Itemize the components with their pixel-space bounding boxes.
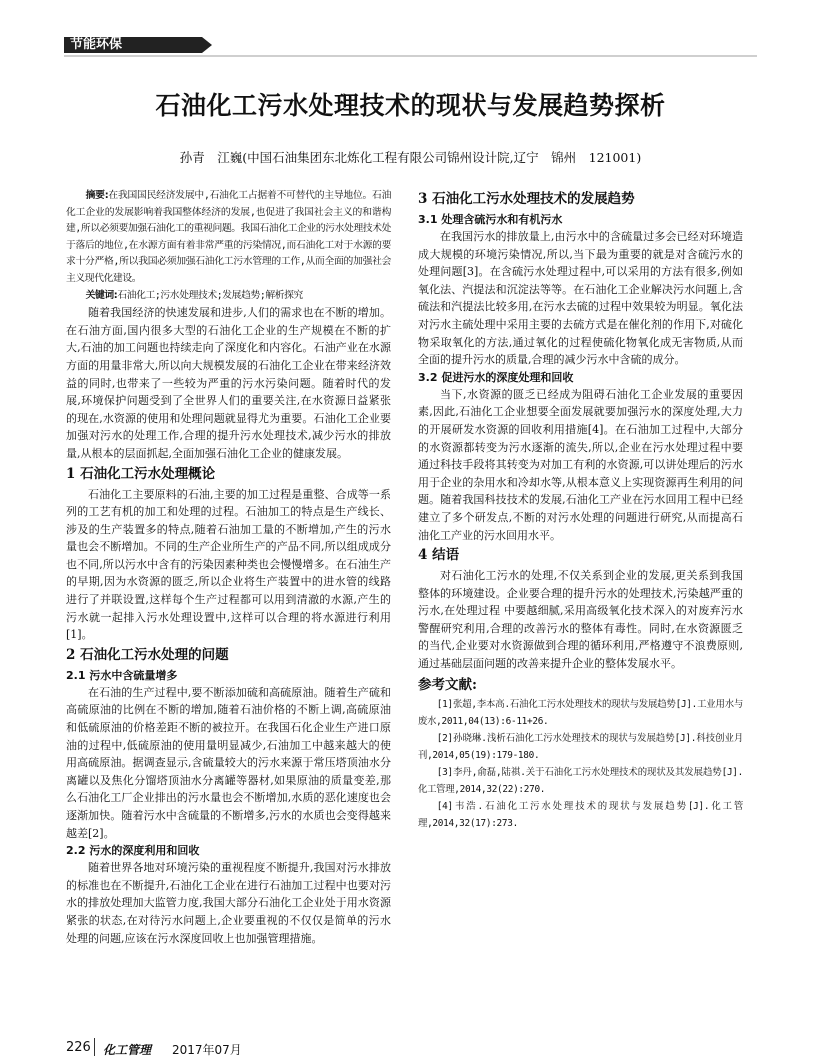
section3-1-heading: 3.1 处理含硫污水和有机污水: [418, 213, 563, 226]
abstract-text: 在我国国民经济发展中,石油化工占据着不可替代的主导地位。石油化工企业的发展影响着我国整体经济的发展,也促进了我国社会主义的和谐构建,所以必须要加强石油化工的重视问题。我国石油化工企业的污水处理技术处于落后的地位,在水源方面有着非常严重的污染情况,而石油化工对于水源的要求十分严格,所以我国必须加强石油化工污水管理的工作,从而全面的加强社会主义现代化建设。: [66, 190, 392, 284]
section3-2-heading: 3.2 促进污水的深度处理和回收: [418, 370, 574, 384]
section2-2-heading: 2.2 污水的深度利用和回收: [66, 844, 200, 858]
reference-item: [2]孙晓琳.浅析石油化工污水处理技术的现状与发展趋势[J].科技创业月刊,2014,05(19):179-180.: [418, 732, 743, 761]
reference-item: [4]韦浩.石油化工污水处理技术的现状与发展趋势[J].化工管理,2014,32(17):273.: [418, 800, 743, 829]
header-divider: [64, 55, 757, 57]
keywords-label: 关键词:: [85, 289, 118, 301]
left-column: [66, 188, 391, 947]
keywords-text: 石油化工;污水处理技术;发展趋势;解析探究: [117, 289, 303, 301]
section2-1-paragraph: 在石油的生产过程中,要不断添加硫和高硫原油。随着生产硫和高硫原油的比例在不断的增加,随着石油价格的不断上调,高硫原油和低硫原油的价格差距不断的被拉开。在我国石化企业生产进口原油的过程中,低硫原油的使用量明显减少,石油加工中越来越大的使用高硫原油。据调查显示,含硫量较大的污水来源于常压塔顶油水分离罐以及焦化分馏塔顶油水分离罐等器材,如果原油的质量变差,那么石油化工厂企业排出的污水量也会不断增加,水质的恶化速度也会逐渐加快。随着污水中含硫量的不断增多,污水的水质也会变得越来越差[2]。: [66, 685, 391, 840]
abstract: [66, 188, 391, 288]
section3-heading: 3 石油化工污水处理技术的发展趋势: [418, 191, 635, 207]
section4-heading: 4 结语: [418, 547, 460, 564]
intro-paragraph: 随着我国经济的快速发展和进步,人们的需求也在不断的增加。在石油方面,国内很多大型的石油化工企业的生产规模在不断的扩大,石油的加工问题也持续走向了深度化和内容化。石油产业在水源方面的用量非常大,所以向大规模发展的石油化工企业在带来经济效益的同时,也带来了一些较为严重的污水污染问题。随着时代的发展,环境保护问题受到了全世界人们的重要关注,在水资源日益紧张的现在,水资源的使用和处理问题就显得尤为重要。石油化工企业要加强对污水的处理工作,合理的提升污水处理技术,减少污水的排放量,从根本的层面抓起,全面加强石油化工企业的健康发展。: [66, 306, 391, 460]
issue-date: 2017年07月: [172, 1043, 242, 1057]
reference-item: [3]李丹,俞磊,陆祺.关于石油化工污水处理技术的现状及其发展趋势[J].化工管理,2014,32(22):270.: [418, 766, 743, 795]
references-title: 参考文献:: [418, 676, 477, 693]
section4-paragraph: 对石油化工污水的处理,不仅关系到企业的发展,更关系到我国整体的环境建设。企业要合理的提升污水的处理技术,污染越严重的污水,在处理过程 中要越细腻,采用高级氧化技术深入的对废弃污水警醒研究利用,合理的改善污水的整体有毒性。同时,在水资源匮乏的当代,企业要对水资源做到合理的循环利用,严格遵守不浪费原则,通过基础层面问题的改善来提升企业的整体发展水平。: [418, 569, 743, 671]
journal-name: 化工管理: [103, 1043, 152, 1057]
article-title: 石油化工污水处理技术的现状与发展趋势探析: [155, 91, 666, 120]
abstract-label: 摘要:: [85, 190, 109, 201]
section3-2-paragraph: 当下,水资源的匮乏已经成为阻碍石油化工企业发展的重要因素,因此,石油化工企业想要全面发展就要加强污水的深度处理,大力的开展研发水资源的回收利用措施[4]。在石油加工过程中,大部分的水资源都转变为污水逐渐的流失,所以,企业在污水处理过程中要通过科技手段将其转变为对加工有利的水资源,可以讲处理后的污水用于企业的杂用水和冷却水等,从根本意义上实现资源再生利用的问题。随着我国科技技术的发展,石油化工产业在污水回用工程中已经建立了多个研发点,不断的对污水处理的问题进行研究,从而提高石油化工产业的污水回用水平。: [418, 387, 743, 542]
section1-heading: 1 石油化工污水处理概论: [66, 465, 216, 482]
reference-item: [1]张超,李本高.石油化工污水处理技术的现状与发展趋势[J].工业用水与废水,2011,04(13):6-11+26.: [418, 698, 743, 727]
section2-1-heading: 2.1 污水中含硫量增多: [66, 668, 178, 682]
keywords: [66, 288, 391, 305]
section2-2-paragraph: 随着世界各地对环境污染的重视程度不断提升,我国对污水排放的标准也在不断提升,石油化工企业在进行石油加工过程中也要对污水的排放处理加大监管力度,我国大部分石油化工企业处于用水资源紧张的状态,在对待污水问题上,企业要重视的不仅仅是简单的污水处理的问题,应该在污水深度回收上也加强管理措施。: [66, 861, 391, 945]
article-authors: 孙青 江巍(中国石油集团东北炼化工程有限公司锦州设计院,辽宁 锦州 121001): [179, 150, 642, 165]
section2-heading: 2 石油化工污水处理的问题: [66, 646, 229, 663]
section-label: 节能环保: [70, 37, 123, 52]
section3-1-paragraph: 在我国污水的排放量上,由污水中的含硫量过多会已经对环境造成大规模的环境污染情况,所以,当下最为重要的就是对含硫污水的处理问题[3]。在含硫污水处理过程中,可以采用的方法有很多,例如氧化法、汽提法和沉淀法等等。在石油化工企业解决污水问题上,含硫法和汽提法比较多用,在污水去硫的过程中效果较为明显。氧化法对污水主硫处理中采用主要的去硫方式是在催化剂的作用下,对硫化物采取氧化的方法,通过氧化的过程使硫化物氧化成无害物质,从而全面的提升污水的质量,合理的减少污水中含硫的成分。: [418, 230, 743, 367]
right-column: [418, 188, 743, 832]
section1-paragraph: 石油化工主要原料的石油,主要的加工过程是重整、合成等一系列的工艺有机的加工和处理的过程。石油加工的特点是生产线长、涉及的生产装置多的特点,随着石油加工量的不断增加,产生的污水量也会不断增加。不同的生产企业所生产的产品不同,所以组成成分也不同,所以污水中含有的污染因素种类也会慢慢增多。在石油生产的早期,因为水资源的匮乏,所以企业将生产装置中的进水管的线路进行了并联设置,这样每个生产过程都可以用到清澈的水源,产生的污水就一起排入污水处理设置中,这样可以合理的将水源进行利用[1]。: [66, 487, 391, 642]
footer-separator: [94, 1038, 95, 1056]
page-number: 226: [66, 1040, 91, 1055]
